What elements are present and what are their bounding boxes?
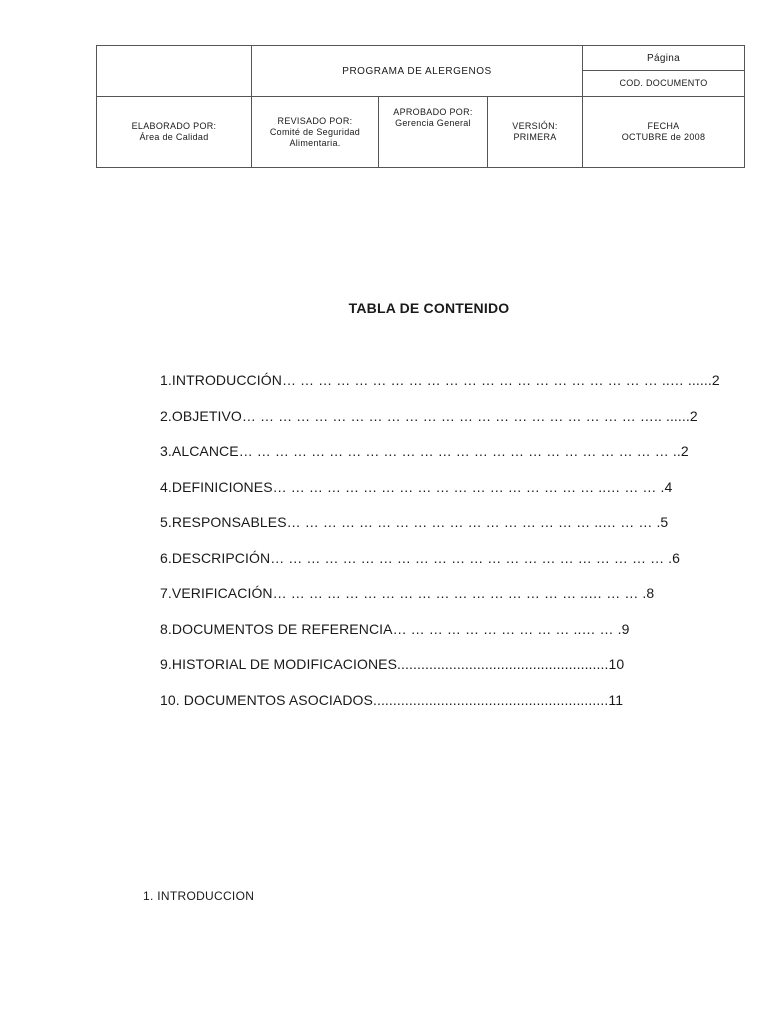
toc-item-descripcion[interactable]: 6.DESCRIPCIÓN… … … … … … … … … … … … … … … … … … … … … … .6 [160,549,681,566]
aprobado-label: APROBADO POR: [393,107,473,117]
toc-item-objetivo[interactable]: 2.OBJETIVO… … … … … … … … … … … … … … … … … … … … … … ….. ......2 [160,407,698,424]
document-title: PROGRAMA DE ALERGENOS [252,46,583,97]
fecha-cell [583,97,745,168]
elaborado-cell [97,97,252,168]
toc-title: TABLA DE CONTENIDO [348,300,510,316]
toc-item-responsables[interactable]: 5.RESPONSABLES… … … … … … … … … … … … … … … … … ..… … … .5 [160,514,669,530]
elaborado-value: Área de Calidad [139,132,209,142]
document-code-label: COD. DOCUMENTO [583,71,745,97]
logo-cell [97,46,252,97]
fecha-value: OCTUBRE de 2008 [621,132,706,142]
version-value: PRIMERA [513,132,557,142]
revisado-label: REVISADO POR: [277,115,353,126]
aprobado-value: Gerencia General [395,118,471,128]
toc-item-definiciones[interactable]: 4.DEFINICIONES… … … … … … … … … … … … … … … … … … ..… … … .4 [160,478,673,495]
toc-item-documentos-asociados[interactable]: 10. DOCUMENTOS ASOCIADOS...........................................................11 [160,691,624,708]
document-header-table [96,45,745,168]
version-label: VERSIÓN: [512,121,558,131]
revisado-value-line1: Comité de Seguridad [269,126,361,137]
toc-item-alcance[interactable]: 3.ALCANCE… … … … … … … … … … … … … … … … … … … … … … … … ..2 [160,443,689,459]
page-label: Página [583,46,745,71]
toc-item-historial-modificaciones[interactable]: 9.HISTORIAL DE MODIFICACIONES.....................................................10 [160,656,625,672]
aprobado-cell [379,97,488,168]
revisado-value-line2: Alimentaria. [289,137,341,148]
header-row-top [97,46,745,71]
toc-item-verificacion[interactable]: 7.VERIFICACIÓN… … … … … … … … … … … … … … … … … ..… … … .8 [160,585,655,601]
revisado-cell [252,97,379,168]
toc-item-introduccion[interactable]: 1.INTRODUCCIÓN… … … … … … … … … … … … … … … … … … … … … ..… ......2 [160,372,720,388]
toc-item-documentos-referencia[interactable]: 8.DOCUMENTOS DE REFERENCIA… … … … … … … … … … ..… … .9 [160,620,630,637]
header-row-bottom [97,97,745,168]
version-cell [488,97,583,168]
toc-list [160,371,720,726]
fecha-label: FECHA [647,121,680,131]
elaborado-label: ELABORADO POR: [131,121,217,131]
section-heading-introduccion: 1. INTRODUCCION [143,889,255,903]
